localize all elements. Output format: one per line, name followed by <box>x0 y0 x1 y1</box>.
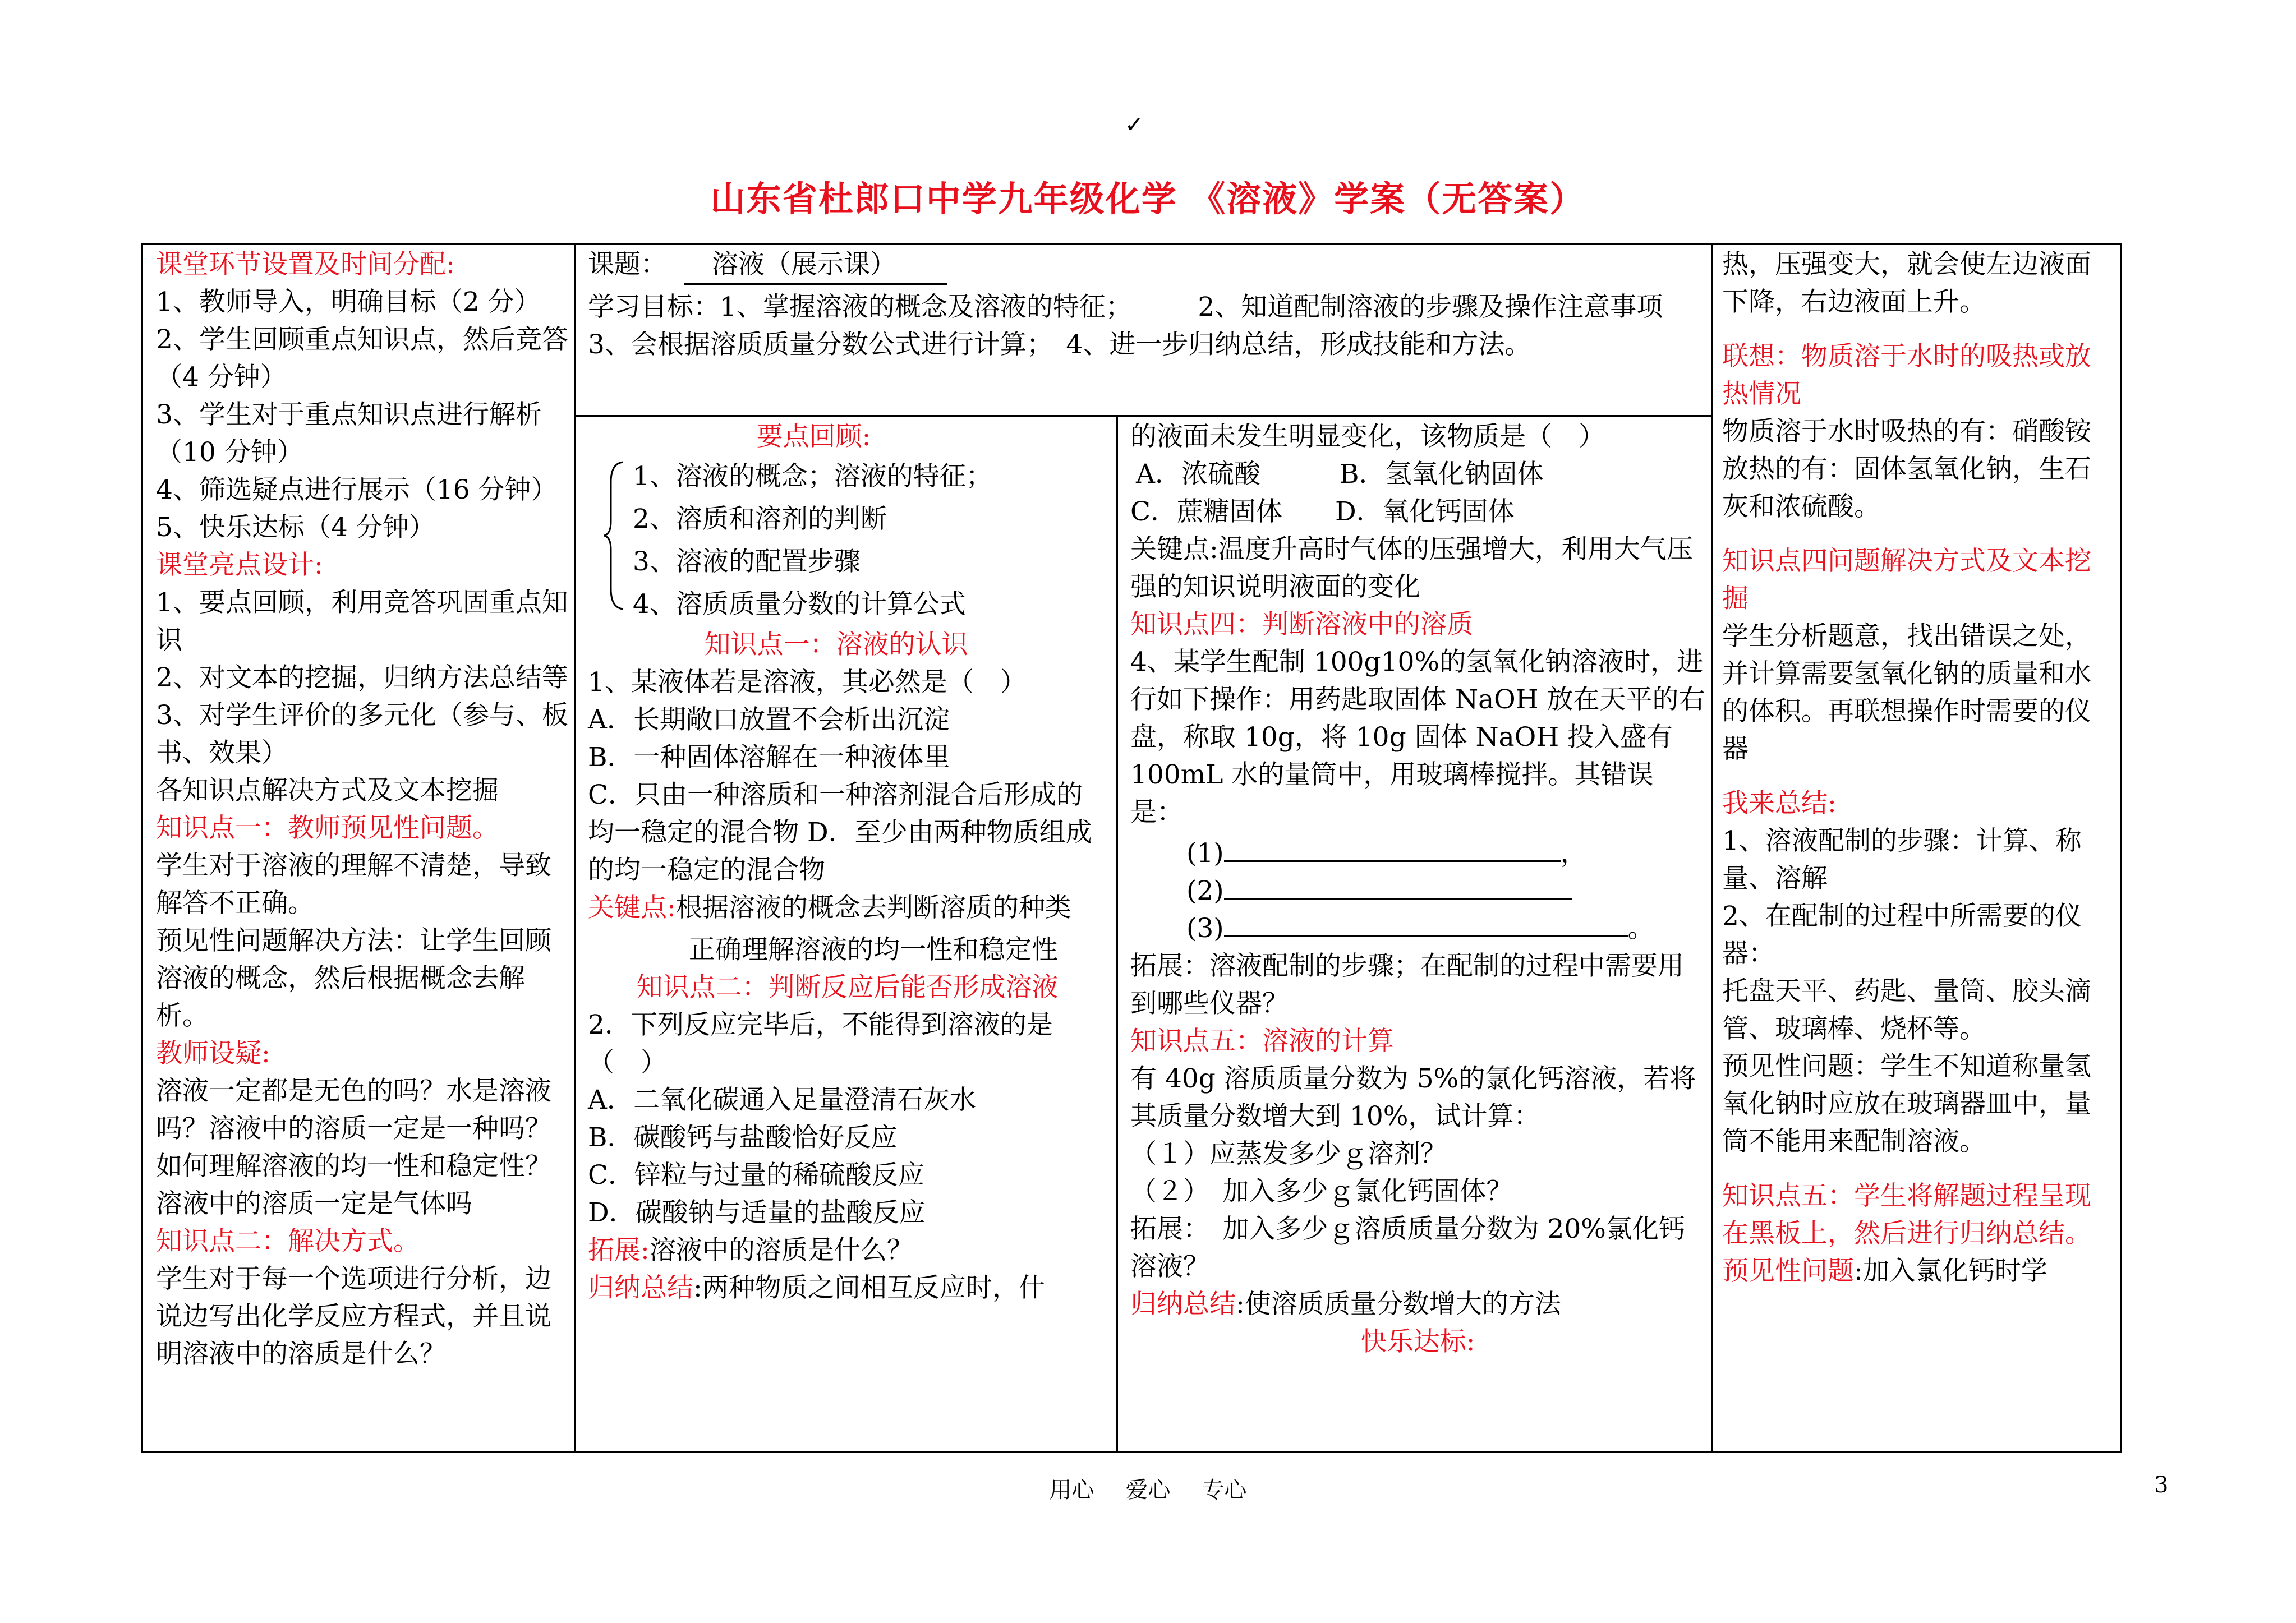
question-2-option-d: D．碳酸钠与适量的盐酸反应 <box>588 1197 926 1228</box>
brace-icon <box>603 460 625 611</box>
footer-word: 用心 <box>1049 1477 1094 1503</box>
body-text: 1、溶液配制的步骤：计算、称量、溶解 <box>1722 826 2082 894</box>
topic-label: 课题： <box>588 249 667 280</box>
question-4: 4、某学生配制 100g10%的氢氧化钠溶液时，进行如下操作：用药匙取固体 NaOH 放在天平的右盘，称取 10g，将 10g 固体 NaOH 投入盛有 100mL 水的量筒中，用玻璃棒搅拌。其错误是： <box>1130 647 1705 828</box>
body-text: 放热的有：固体氢氧化钠，生石灰和浓硫酸。 <box>1722 454 2091 522</box>
question-5-part-1: （１）应蒸发多少ｇ溶剂？ <box>1130 1138 1447 1169</box>
question-2-option-c: C．锌粒与过量的稀硫酸反应 <box>588 1160 924 1191</box>
lesson-header-cell <box>588 246 1710 363</box>
body-text: 3、学生对于重点知识点进行解析（10 分钟） <box>156 399 542 468</box>
body-text: 热，压强变大，就会使左边液面下降，右边液面上升。 <box>1722 249 2091 317</box>
footer <box>0 1472 2296 1504</box>
question-5-extension: 拓展： 加入多少ｇ溶质质量分数为 20%氯化钙溶液？ <box>1130 1214 1685 1282</box>
question-3-options-a-b: A．浓硫酸 B．氢氧化钠固体 <box>1136 459 1544 490</box>
body-text: 学生对于溶液的理解不清楚，导致解答不正确。 <box>156 850 551 919</box>
review-title: 要点回顾: <box>756 421 871 452</box>
body-text: 4、筛选疑点进行展示（16 分钟） <box>156 474 558 505</box>
learning-goals: 学习目标：1、掌握溶液的概念及溶液的特征； 2、知道配制溶液的步骤及操作注意事项 <box>588 292 1663 322</box>
section-heading: 联想：物质溶于水时的吸热或放热情况 <box>1722 341 2091 409</box>
question-2: 2．下列反应完毕后，不能得到溶液的是（ ） <box>588 1009 1053 1078</box>
answer-blank-1 <box>1130 834 1705 872</box>
summary <box>588 1269 1107 1307</box>
topic-line <box>588 246 1710 285</box>
blank-label-3: (3) <box>1186 913 1224 944</box>
blank-line-1 <box>1224 838 1561 862</box>
column-divider-1 <box>574 245 576 1451</box>
question-3-continued: 的液面未发生明显变化，该物质是（ ） <box>1130 421 1605 452</box>
question-1: 1、某液体若是溶液，其必然是（ ） <box>588 667 1027 698</box>
body-text: 1、教师导入，明确目标（2 分） <box>156 287 541 317</box>
column-teacher-notes <box>156 246 568 1373</box>
summary-text: :两种物质之间相互反应时，什 <box>693 1272 1045 1303</box>
section-heading: 知识点五：学生将解题过程呈现在黑板上，然后进行归纳总结。 <box>1722 1181 2091 1249</box>
blank-label-2: (2) <box>1186 875 1224 906</box>
body-text: 学生对于每一个选项进行分析，边说边写出化学反应方程式，并且说明溶液中的溶质是什么？ <box>156 1264 551 1370</box>
review-item: 1、溶液的概念；溶液的特征； <box>633 461 992 492</box>
column-divider-2 <box>1116 415 1118 1451</box>
section-heading: 知识点四问题解决方式及文本挖掘 <box>1722 546 2091 614</box>
question-1-option-a: A．长期敞口放置不会析出沉淀 <box>588 704 950 735</box>
question-2-option-b: B．碳酸钙与盐酸恰好反应 <box>588 1122 898 1153</box>
question-1-option-b: B．一种固体溶解在一种液体里 <box>588 742 950 773</box>
body-text: 1、要点回顾，利用竞答巩固重点知识 <box>156 587 568 656</box>
spacer <box>1722 321 2109 338</box>
extension: 拓展：溶液配制的步骤；在配制的过程中需要用到哪些仪器？ <box>1130 951 1684 1019</box>
column-divider-3 <box>1711 245 1713 1451</box>
body-text: 溶液一定都是无色的吗？水是溶液吗？溶液中的溶质一定是一种吗？如何理解溶液的均一性和稳定性？溶液中的溶质一定是气体吗 <box>156 1076 551 1219</box>
body-text: 学生分析题意，找出错误之处，并计算需要氢氧化钠的质量和水的体积。再联想操作时需要的仪器 <box>1722 621 2091 764</box>
happy-goal-title: 快乐达标: <box>1360 1326 1475 1357</box>
spacer <box>1722 1160 2109 1177</box>
section-heading: 教师设疑: <box>156 1038 270 1069</box>
review-item: 2、溶质和溶剂的判断 <box>633 504 887 534</box>
footer-word: 专心 <box>1202 1477 1247 1503</box>
blank-label-1: (1) <box>1186 838 1224 869</box>
column-knowledge-4-5 <box>1130 418 1705 1361</box>
learning-goals-2: 3、会根据溶质质量分数公式进行计算； 4、进一步归纳总结，形成技能和方法。 <box>588 329 1531 360</box>
extension <box>588 1232 1107 1269</box>
check-mark: ✓ <box>1125 112 1144 138</box>
spacer <box>1722 525 2109 542</box>
extension-label: 拓展: <box>588 1235 650 1266</box>
answer-blank-2 <box>1130 872 1705 910</box>
section-heading: 我来总结: <box>1722 788 1837 819</box>
body-text: 物质溶于水时吸热的有：硝酸铵 <box>1722 416 2091 447</box>
body-text: 3、对学生评价的多元化（参与、板书、效果） <box>156 700 568 768</box>
blank-line-2 <box>1224 875 1572 900</box>
body-text: 2、学生回顾重点知识点，然后竞答（4 分钟） <box>156 324 568 393</box>
extension-text: 溶液中的溶质是什么？ <box>649 1235 913 1266</box>
body-text <box>1722 1252 2109 1290</box>
body-text: 预见性问题：学生不知道称量氢氧化钠时应放在玻璃器皿中，量筒不能用来配制溶液。 <box>1722 1051 2091 1157</box>
question-2-option-a: A．二氧化碳通入足量澄清石灰水 <box>588 1085 976 1115</box>
review-item: 4、溶质质量分数的计算公式 <box>633 589 966 620</box>
section-heading: 知识点一：教师预见性问题。 <box>156 813 499 843</box>
question-5: 有 40g 溶质质量分数为 5%的氯化钙溶液，若将其质量分数增大到 10%，试计算： <box>1130 1063 1696 1132</box>
section-heading: 课堂亮点设计: <box>156 550 323 580</box>
column-knowledge-1-2 <box>588 418 1107 1307</box>
row-divider <box>574 415 1711 417</box>
blank-line-3 <box>1224 913 1628 937</box>
key-point-label: 关键点: <box>588 892 676 923</box>
body-text: 托盘天平、药匙、量筒、胶头滴管、玻璃棒、烧杯等。 <box>1722 976 2091 1044</box>
body-text: 2、在配制的过程中所需要的仪器： <box>1722 901 2082 969</box>
key-point: 关键点:温度升高时气体的压强增大，利用大气压强的知识说明液面的变化 <box>1130 534 1693 602</box>
knowledge-1-title: 知识点一：溶液的认识 <box>704 629 968 660</box>
blank-end-1: ， <box>1560 838 1587 869</box>
body-text: 预见性问题解决方法：让学生回顾溶液的概念，然后根据概念去解析。 <box>156 925 551 1031</box>
knowledge-5-title: 知识点五：溶液的计算 <box>1130 1026 1394 1057</box>
body-text: 5、快乐达标（4 分钟） <box>156 512 435 543</box>
review-item: 3、溶液的配置步骤 <box>633 546 861 577</box>
page-title: 山东省杜郎口中学九年级化学 《溶液》学案（无答案） <box>710 178 1586 219</box>
question-3-options-c-d: C．蔗糖固体 D．氧化钙固体 <box>1130 496 1515 527</box>
summary-label: 归纳总结 <box>1130 1289 1236 1320</box>
section-heading: 知识点二：解决方式。 <box>156 1226 420 1257</box>
body-text: 2、对文本的挖掘，归纳方法总结等 <box>156 662 568 693</box>
text: :加入氯化钙时学 <box>1854 1256 2047 1287</box>
key-point-text: 根据溶液的概念去判断溶质的种类 <box>675 892 1071 923</box>
page-number: 3 <box>2154 1472 2169 1498</box>
question-1-options-c-d: C．只由一种溶质和一种溶剂混合后形成的均一稳定的混合物 D．至少由两种物质组成的均一稳定的混合物 <box>588 780 1092 886</box>
label: 预见性问题 <box>1722 1256 1854 1287</box>
summary-label: 归纳总结 <box>588 1272 693 1303</box>
summary-text: :使溶质质量分数增大的方法 <box>1236 1289 1561 1320</box>
body-text: 各知识点解决方式及文本挖掘 <box>156 775 499 806</box>
key-point-text-2: 正确理解溶液的均一性和稳定性 <box>689 934 1058 965</box>
summary <box>1130 1285 1705 1323</box>
topic-value: 溶液（展示课） <box>684 246 947 285</box>
answer-blank-3 <box>1130 910 1705 947</box>
question-5-part-2: （２） 加入多少ｇ氯化钙固体？ <box>1130 1176 1513 1207</box>
knowledge-2-title: 知识点二：判断反应后能否形成溶液 <box>636 972 1059 1003</box>
section-heading: 课堂环节设置及时间分配: <box>156 249 455 280</box>
footer-word: 爱心 <box>1125 1477 1171 1503</box>
key-point <box>588 889 1107 926</box>
blank-end-3: 。 <box>1627 913 1654 944</box>
column-solutions <box>1722 246 2109 1290</box>
knowledge-4-title: 知识点四：判断溶液中的溶质 <box>1130 609 1473 640</box>
spacer <box>1722 768 2109 785</box>
